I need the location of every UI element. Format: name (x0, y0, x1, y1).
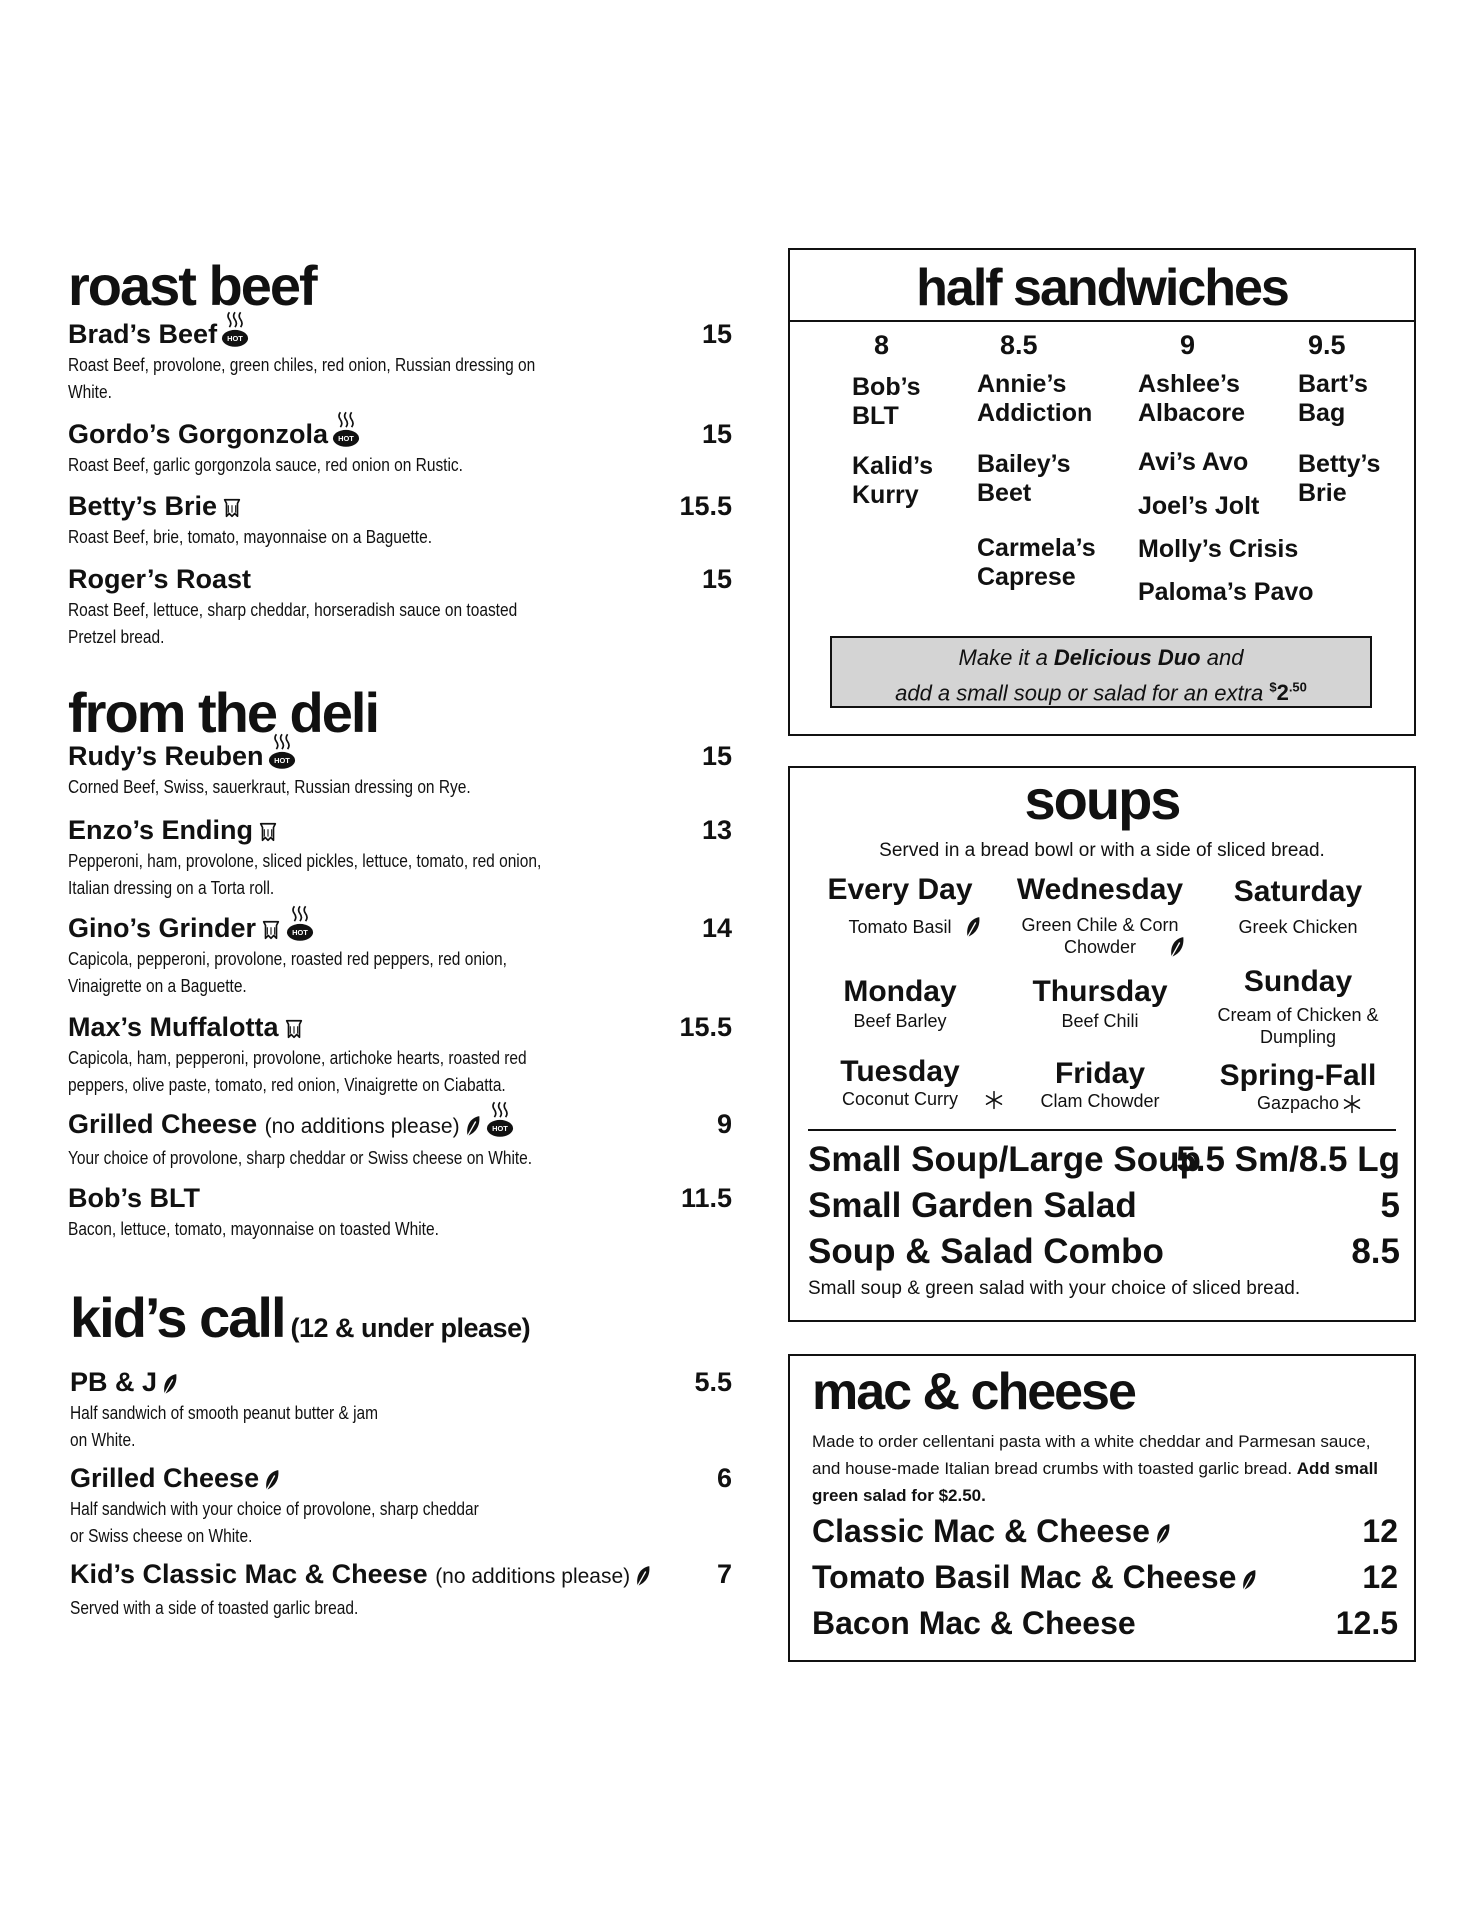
half-item[interactable]: Paloma’s Pavo (1138, 578, 1314, 606)
item-name: Classic Mac & Cheese (812, 1513, 1150, 1549)
item-name: Enzo’s Ending (68, 815, 253, 845)
item-name: Brad’s Beef (68, 319, 218, 349)
price-label: Small Soup/Large Soup (808, 1140, 1201, 1179)
item-name: Tomato Basil Mac & Cheese (812, 1559, 1237, 1595)
hot-icon (286, 904, 314, 942)
half-item[interactable]: Ashlee’s Albacore (1138, 370, 1245, 427)
leaf-icon (161, 1372, 179, 1396)
kids-title-text: kid’s call (70, 1286, 285, 1349)
menu-item-bettys-brie[interactable] (68, 490, 732, 551)
item-description: Corned Beef, Swiss, sauerkraut, Russian dressing on Rye. (68, 777, 471, 797)
item-name: Bob’s BLT (68, 1183, 200, 1213)
divider (790, 320, 1414, 322)
item-name: Max’s Muffalotta (68, 1012, 279, 1042)
half-item[interactable]: Carmela’s Caprese (977, 534, 1096, 591)
half-item[interactable]: Betty’s Brie (1298, 450, 1381, 507)
menu-item-rogers-roast[interactable] (68, 563, 732, 651)
soup-day: Every Day (827, 873, 973, 906)
menu-item-kids-mac[interactable] (70, 1558, 732, 1622)
roast-beef-title: roast beef (68, 254, 316, 317)
soup-day: Saturday (1233, 875, 1363, 908)
duo-dollar: $ (1269, 680, 1277, 695)
cold-icon (221, 496, 243, 520)
mac-item[interactable] (812, 1558, 1398, 1596)
half-sandwiches-box (788, 248, 1416, 736)
half-item[interactable]: Bart’s Bag (1298, 370, 1368, 427)
item-price: 11.5 (680, 1183, 732, 1213)
soup-name: Clam Chowder (1040, 1091, 1160, 1111)
half-item[interactable]: Joel’s Jolt (1138, 492, 1260, 520)
item-name: Kid’s Classic Mac & Cheese (70, 1559, 428, 1589)
item-name: Rudy’s Reuben (68, 741, 264, 771)
soup-name: Beef Chili (1061, 1011, 1139, 1031)
cold-icon (257, 820, 279, 844)
duo-text: Make it a (958, 645, 1054, 670)
half-item[interactable]: Molly’s Crisis (1138, 535, 1299, 563)
half-item[interactable]: Bailey’s Beet (977, 450, 1071, 507)
soup-day: Monday (843, 975, 957, 1008)
soup-name: Coconut Curry (841, 1089, 959, 1109)
soup-day: Wednesday (1016, 873, 1184, 906)
mac-item[interactable] (812, 1604, 1398, 1642)
menu-item-grilled-cheese[interactable] (68, 1108, 732, 1172)
menu-item-kids-grilled-cheese[interactable] (70, 1462, 732, 1550)
soup-name: Tomato Basil (848, 917, 952, 937)
kids-title (70, 1286, 531, 1349)
leaf-icon (1168, 934, 1186, 960)
price-value: 5.5 Sm/8.5 Lg (1176, 1140, 1400, 1179)
duo-bold: Delicious Duo (1053, 645, 1201, 670)
item-description: Bacon, lettuce, tomato, mayonnaise on toasted White. (68, 1219, 439, 1239)
item-price: 5.5 (694, 1367, 732, 1397)
item-description: Capicola, pepperoni, provolone, roasted red peppers, red onion, Vinaigrette on a Baguette. (68, 949, 507, 996)
soups-subtitle: Served in a bread bowl or with a side of sliced bread. (879, 840, 1325, 861)
kids-subtitle: (12 & under please) (290, 1313, 531, 1343)
item-price: 15 (701, 741, 732, 771)
item-price: 15.5 (679, 1012, 732, 1042)
menu-item-gordos-gorgonzola[interactable] (68, 418, 732, 479)
mac-description (812, 1428, 1392, 1509)
menu-item-pb-j[interactable] (70, 1366, 732, 1454)
item-description: Roast Beef, garlic gorgonzola sauce, red onion on Rustic. (68, 455, 463, 475)
price-value: 5 (1380, 1186, 1400, 1225)
soup-day: Sunday (1243, 965, 1353, 998)
hot-icon (332, 410, 360, 448)
mac-title: mac & cheese (812, 1363, 1135, 1421)
item-name: Grilled Cheese (68, 1109, 258, 1139)
combo-price-row[interactable] (808, 1232, 1400, 1272)
item-name: Bacon Mac & Cheese (812, 1605, 1136, 1641)
cold-icon (283, 1017, 305, 1041)
deli-title: from the deli (68, 681, 379, 744)
half-item[interactable]: Avi’s Avo (1138, 448, 1249, 476)
item-price: 15 (701, 319, 732, 349)
price-tier-9: 9 (1180, 330, 1196, 360)
item-description: Roast Beef, brie, tomato, mayonnaise on a Baguette. (68, 527, 433, 547)
leaf-icon (1240, 1567, 1258, 1593)
soup-name: Greek Chicken (1238, 917, 1358, 937)
item-price: 15 (701, 564, 732, 594)
item-name: Grilled Cheese (70, 1463, 260, 1493)
item-price: 6 (716, 1463, 732, 1493)
item-price: 9 (716, 1109, 732, 1139)
hot-icon (486, 1100, 514, 1138)
mac-desc-text: Made to order cellentani pasta with a white cheddar and Parmesan sauce, and house-made Italian bread crumbs with toasted garlic bread. (812, 1432, 1371, 1478)
menu-item-maxs-muffalotta[interactable] (68, 1011, 732, 1099)
item-note: (no additions please) (435, 1565, 631, 1588)
hot-icon (221, 310, 249, 348)
half-item[interactable]: Kalid’s Kurry (852, 452, 934, 509)
soup-price-row[interactable] (808, 1140, 1400, 1180)
price-value: 8.5 (1351, 1232, 1400, 1271)
leaf-icon (263, 1468, 281, 1492)
item-description: Roast Beef, lettuce, sharp cheddar, horseradish sauce on toasted Pretzel bread. (68, 600, 518, 647)
item-name: Betty’s Brie (68, 491, 218, 521)
soup-name: Gazpacho (1256, 1093, 1340, 1113)
item-name: Gordo’s Gorgonzola (68, 419, 328, 449)
cold-icon (260, 918, 282, 942)
soup-name: Cream of Chicken & Dumpling (1217, 1005, 1379, 1047)
menu-item-ginos-grinder[interactable] (68, 912, 732, 1000)
soups-box (788, 766, 1416, 1322)
duo-cents: .50 (1288, 680, 1307, 695)
price-label: Small Garden Salad (808, 1186, 1137, 1225)
item-price: 12 (1362, 1559, 1398, 1595)
half-item[interactable]: Annie’s Addiction (977, 370, 1093, 427)
soup-day: Spring-Fall (1219, 1059, 1377, 1092)
half-sandwiches-title: half sandwiches (916, 259, 1288, 317)
soup-day: Friday (1054, 1057, 1146, 1090)
item-description: Half sandwich with your choice of provolone, sharp cheddar or Swiss cheese on White. (70, 1499, 479, 1546)
duo-text: add a small soup or salad for an extra (895, 680, 1270, 706)
price-tier-9-5: 9.5 (1308, 330, 1346, 360)
soups-title: soups (1024, 768, 1180, 831)
mac-cheese-box (788, 1354, 1416, 1662)
item-price: 14 (701, 913, 732, 943)
leaf-icon (464, 1114, 482, 1138)
soup-day: Tuesday (840, 1055, 960, 1088)
item-name: PB & J (70, 1367, 158, 1397)
item-price: 15.5 (679, 491, 732, 521)
price-label: Soup & Salad Combo (808, 1232, 1164, 1271)
menu-item-brads-beef[interactable] (68, 318, 732, 406)
soup-name: Beef Barley (853, 1011, 947, 1031)
item-description: Your choice of provolone, sharp cheddar or Swiss cheese on White. (68, 1148, 533, 1168)
snowflake-icon (1342, 1094, 1362, 1114)
delicious-duo-banner (830, 636, 1372, 708)
price-tier-8-5: 8.5 (1000, 330, 1038, 360)
item-price: 12 (1362, 1513, 1398, 1549)
salad-price-row[interactable] (808, 1186, 1400, 1226)
item-price: 7 (716, 1559, 732, 1589)
item-note: (no additions please) (264, 1115, 460, 1138)
item-description: Served with a side of toasted garlic bread. (70, 1598, 359, 1618)
leaf-icon (1154, 1521, 1172, 1547)
duo-amount: 2 (1276, 680, 1289, 706)
item-description: Roast Beef, provolone, green chiles, red onion, Russian dressing on White. (68, 355, 536, 402)
mac-desc-bold: Add small green salad for $2.50. (812, 1459, 1379, 1505)
divider (808, 1129, 1396, 1131)
combo-description: Small soup & green salad with your choice of sliced bread. (808, 1278, 1301, 1299)
item-price: 12.5 (1335, 1605, 1398, 1641)
soup-name: Green Chile & Corn Chowder (1021, 915, 1179, 957)
leaf-icon (964, 914, 982, 940)
mac-item[interactable] (812, 1512, 1398, 1550)
leaf-icon (634, 1564, 652, 1588)
item-description: Half sandwich of smooth peanut butter & jam on White. (70, 1403, 379, 1450)
menu-item-enzos-ending[interactable] (68, 814, 732, 902)
item-description: Capicola, ham, pepperoni, provolone, artichoke hearts, roasted red peppers, olive paste, tomato, red onion, Vinaigrette on Ciabatta. (68, 1048, 527, 1095)
half-item[interactable]: Bob’s BLT (852, 373, 921, 430)
menu-item-rudys-reuben[interactable] (68, 740, 732, 801)
item-price: 13 (701, 815, 732, 845)
duo-text: and (1200, 645, 1244, 670)
price-tier-8: 8 (874, 330, 890, 360)
item-name: Roger’s Roast (68, 564, 252, 594)
menu-item-bobs-blt[interactable] (68, 1182, 732, 1243)
soup-day: Thursday (1032, 975, 1168, 1008)
item-price: 15 (701, 419, 732, 449)
hot-icon (268, 732, 296, 770)
item-description: Pepperoni, ham, provolone, sliced pickles, lettuce, tomato, red onion, Italian dressing on a Torta roll. (68, 851, 542, 898)
item-name: Gino’s Grinder (68, 913, 257, 943)
